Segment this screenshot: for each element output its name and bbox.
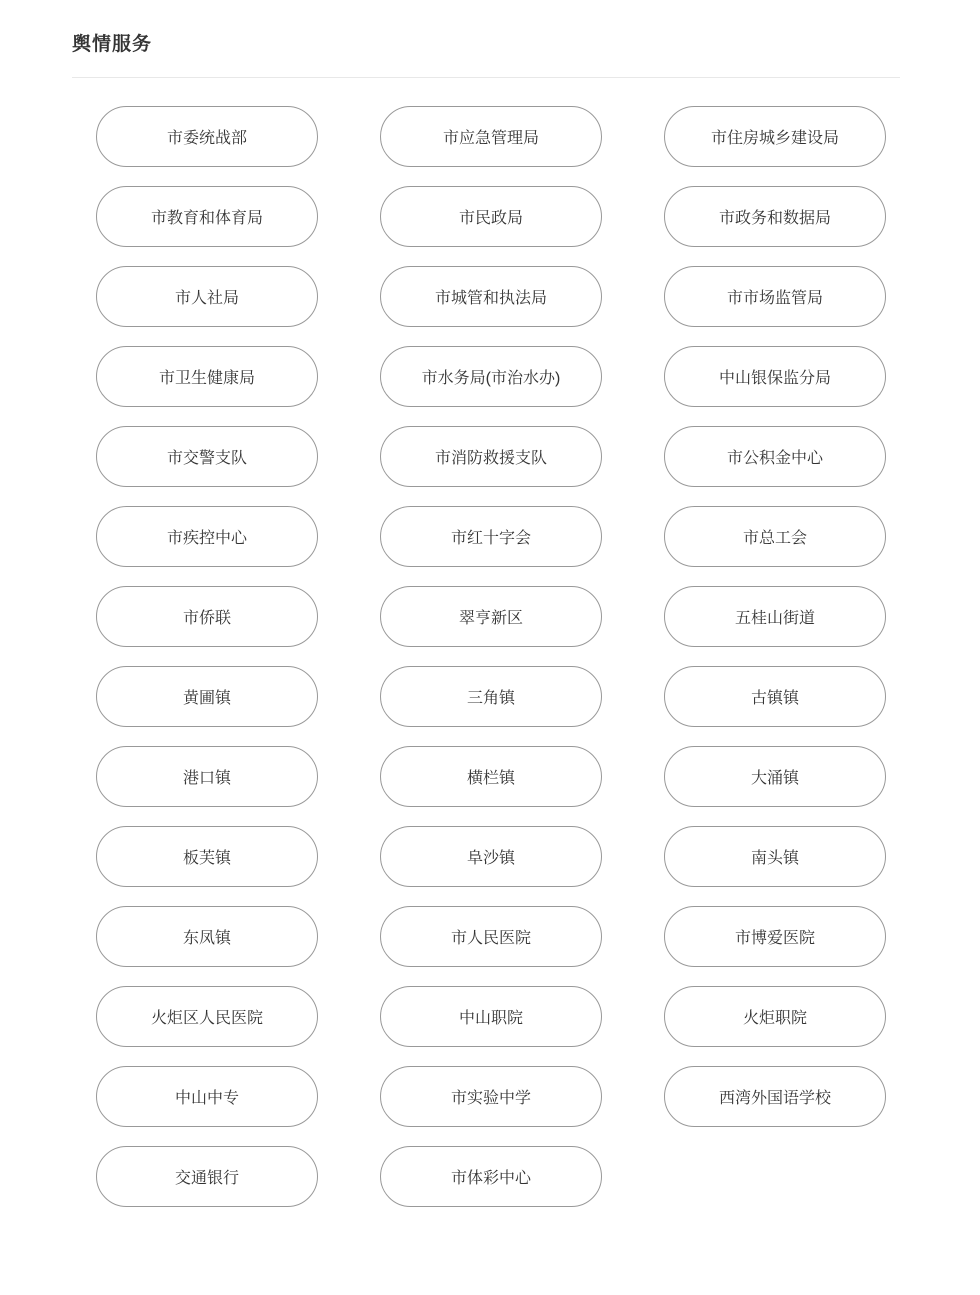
service-button[interactable]: 黄圃镇 (96, 666, 318, 727)
service-button[interactable]: 市政务和数据局 (664, 186, 886, 247)
service-button[interactable]: 市卫生健康局 (96, 346, 318, 407)
service-button[interactable]: 火炬区人民医院 (96, 986, 318, 1047)
service-button[interactable]: 港口镇 (96, 746, 318, 807)
service-button[interactable]: 市人社局 (96, 266, 318, 327)
service-button[interactable]: 市消防救援支队 (380, 426, 602, 487)
service-button[interactable]: 中山职院 (380, 986, 602, 1047)
service-button[interactable]: 市红十字会 (380, 506, 602, 567)
service-button[interactable]: 交通银行 (96, 1146, 318, 1207)
service-button[interactable]: 市体彩中心 (380, 1146, 602, 1207)
service-button[interactable]: 市应急管理局 (380, 106, 602, 167)
service-button[interactable]: 五桂山街道 (664, 586, 886, 647)
service-button[interactable]: 市疾控中心 (96, 506, 318, 567)
service-button[interactable]: 三角镇 (380, 666, 602, 727)
service-button[interactable]: 市教育和体育局 (96, 186, 318, 247)
service-button[interactable]: 市水务局(市治水办) (380, 346, 602, 407)
service-button[interactable]: 市交警支队 (96, 426, 318, 487)
title-divider (72, 77, 900, 78)
service-button[interactable]: 市人民医院 (380, 906, 602, 967)
service-button[interactable]: 阜沙镇 (380, 826, 602, 887)
service-button[interactable]: 横栏镇 (380, 746, 602, 807)
service-button[interactable]: 中山中专 (96, 1066, 318, 1127)
service-button[interactable]: 古镇镇 (664, 666, 886, 727)
service-button[interactable]: 市市场监管局 (664, 266, 886, 327)
page-title: 舆情服务 (72, 34, 153, 55)
service-button[interactable]: 市博爱医院 (664, 906, 886, 967)
service-button[interactable]: 西湾外国语学校 (664, 1066, 886, 1127)
service-button[interactable]: 市城管和执法局 (380, 266, 602, 327)
service-button[interactable]: 市实验中学 (380, 1066, 602, 1127)
service-button[interactable]: 板芙镇 (96, 826, 318, 887)
service-button[interactable]: 市总工会 (664, 506, 886, 567)
service-button[interactable]: 市住房城乡建设局 (664, 106, 886, 167)
service-button[interactable]: 市侨联 (96, 586, 318, 647)
services-grid (96, 106, 886, 1207)
service-button[interactable]: 火炬职院 (664, 986, 886, 1047)
service-button[interactable]: 市民政局 (380, 186, 602, 247)
service-button[interactable]: 市委统战部 (96, 106, 318, 167)
service-button[interactable]: 东凤镇 (96, 906, 318, 967)
service-button[interactable]: 大涌镇 (664, 746, 886, 807)
service-button[interactable]: 南头镇 (664, 826, 886, 887)
service-button[interactable]: 翠亨新区 (380, 586, 602, 647)
service-button[interactable]: 中山银保监分局 (664, 346, 886, 407)
service-button[interactable]: 市公积金中心 (664, 426, 886, 487)
